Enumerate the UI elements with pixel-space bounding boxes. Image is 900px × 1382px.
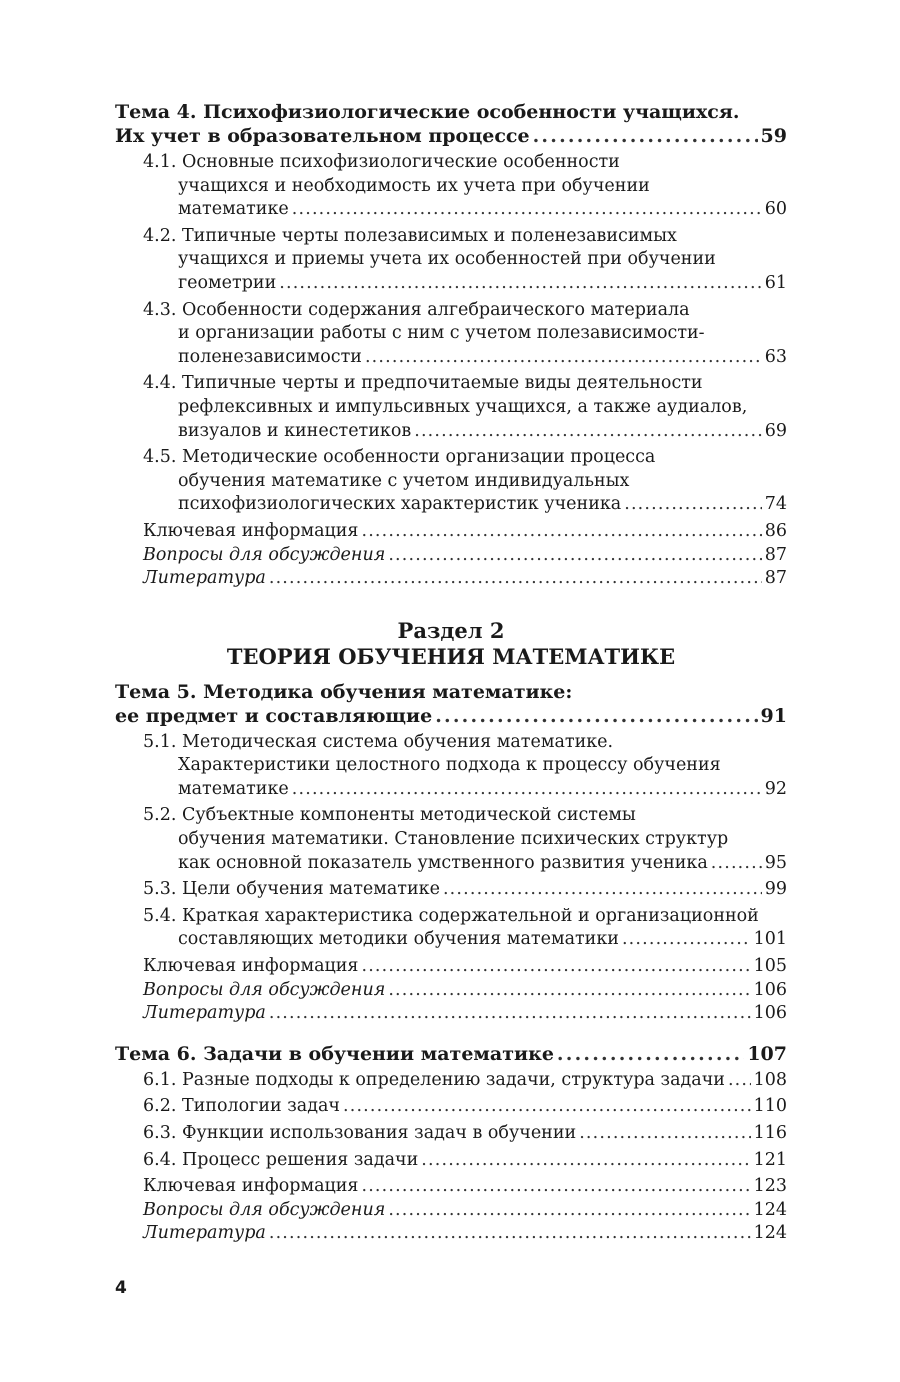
toc-entry [115, 878, 787, 902]
section-number: Раздел 2 [397, 617, 505, 643]
dot-leader [421, 1149, 750, 1173]
page-ref: 92 [764, 778, 787, 799]
topic-title-line: Тема 4. Психофизиологические особенности учащихся. [115, 101, 740, 123]
entry-text-line: математике . . . 92 [143, 778, 787, 802]
entry-text-line: как основной показатель умственного развития ученика . . . 95 [143, 852, 787, 876]
entry-text-line: визуалов и кинестетиков . . . 69 [143, 420, 787, 444]
entry-text-line: 5.2. Субъектные компоненты методической системы [143, 805, 636, 826]
topic-5 [115, 680, 787, 1026]
toc-entry [115, 731, 787, 802]
entry-text-line: рефлексивных и импульсивных учащихся, а также аудиалов, [178, 396, 748, 417]
toc-entry-key-info: Ключевая информация . . . 86 [143, 520, 787, 544]
entry-text-line: 5.3. Цели обучения математике . . . 99 [143, 878, 787, 902]
dot-leader [292, 778, 762, 802]
dot-leader [365, 346, 762, 370]
entry-text-line: 6.1. Разные подходы к определению задачи, структура задачи . . . 108 [143, 1069, 787, 1093]
topic-title-line: Тема 6. Задачи в обучении математике [115, 1042, 554, 1065]
entry-text-line: математике . . . 60 [143, 198, 787, 222]
toc-entry [115, 1122, 787, 1146]
dot-leader [624, 493, 761, 517]
topic-title-line: Их учет в образовательном процессе [115, 125, 530, 147]
toc-entry [115, 299, 787, 370]
entry-text-line: обучения математике с учетом индивидуальных [178, 470, 630, 491]
entry-number: 4.4. [143, 373, 177, 394]
toc-entry-questions: Вопросы для обсуждения . . . 87 [143, 544, 787, 568]
entry-text-line: 4.5. Методические особенности организации процесса [143, 447, 656, 468]
page-ref: 110 [753, 1096, 787, 1117]
page-ref: 60 [764, 199, 787, 220]
toc-entry [115, 372, 787, 443]
entry-number: 5.3. [143, 879, 177, 900]
dot-leader [557, 1042, 744, 1066]
page-ref: 101 [753, 929, 787, 950]
entry-text-line: 5.1. Методическая система обучения математике. [143, 731, 614, 752]
toc-entry [115, 905, 787, 952]
entry-number: 4.3. [143, 299, 177, 320]
page-ref: 63 [764, 346, 787, 367]
dot-leader [414, 420, 762, 444]
entry-text-line: составляющих методики обучения математики . . . 101 [143, 928, 787, 952]
toc-entry [115, 804, 787, 875]
topic-6 [115, 1042, 787, 1246]
toc-entry-key-info: Ключевая информация . . . 105 [143, 955, 787, 979]
entry-number: 4.2. [143, 225, 177, 246]
toc-entry-literature: Литература . . . 87 [143, 567, 787, 591]
page-ref: 108 [753, 1069, 787, 1090]
page-ref: 74 [764, 494, 787, 515]
dot-leader [343, 1095, 751, 1119]
dot-leader [533, 124, 758, 148]
entry-number: 5.4. [143, 905, 177, 926]
entry-number: 4.5. [143, 447, 177, 468]
entry-number: 6.4. [143, 1149, 177, 1170]
page-ref: 61 [764, 272, 787, 293]
page-ref: 69 [764, 420, 787, 441]
entry-text-line: учащихся и приемы учета их особенностей при обучении [178, 249, 716, 270]
dot-leader [711, 852, 762, 876]
toc-entry-literature: Литература . . . 124 [143, 1222, 787, 1246]
toc-entry [115, 1149, 787, 1173]
section-heading [115, 618, 787, 670]
section-title: ТЕОРИЯ ОБУЧЕНИЯ МАТЕМАТИКЕ [226, 643, 676, 669]
topic-title-line: Тема 5. Методика обучения математике: [115, 680, 573, 703]
dot-leader [292, 198, 762, 222]
entry-number: 6.3. [143, 1123, 177, 1143]
toc-entry-key-info: Ключевая информация . . . 123 [143, 1175, 787, 1199]
entry-text-line: 6.4. Процесс решения задачи . . . 121 [143, 1149, 787, 1173]
entry-number: 6.2. [143, 1096, 177, 1117]
toc-entry [115, 1095, 787, 1119]
page-ref: 95 [764, 852, 787, 873]
entry-text-line: обучения математики. Становление психических структур [178, 829, 729, 850]
page-ref: 59 [760, 125, 787, 147]
toc-entry [115, 1069, 787, 1093]
entry-text-line: 5.4. Краткая характеристика содержательной и организационной [143, 905, 759, 926]
page-ref: 116 [753, 1123, 787, 1143]
entry-text-line: 4.3. Особенности содержания алгебраического материала [143, 299, 690, 320]
page-ref: 91 [760, 704, 787, 727]
topic-title-line: ее предмет и составляющие [115, 704, 433, 727]
dot-leader [435, 704, 757, 728]
entry-text-line: психофизиологических характеристик ученика . . . 74 [143, 493, 787, 517]
toc-entry [115, 151, 787, 222]
entry-text-line: 4.4. Типичные черты и предпочитаемые виды деятельности [143, 373, 703, 394]
page-ref: 99 [764, 879, 787, 900]
dot-leader [728, 1069, 751, 1093]
page-ref: 121 [753, 1149, 787, 1170]
entry-text-line: 6.3. Функции использования задач в обучении . . . 116 [143, 1122, 787, 1146]
entry-number: 5.2. [143, 805, 177, 826]
dot-leader [279, 272, 761, 296]
entry-text-line: 4.1. Основные психофизиологические особенности [143, 152, 620, 172]
entry-text-line: геометрии . . . 61 [143, 272, 787, 296]
entry-text-line: 4.2. Типичные черты полезависимых и поленезависимых [143, 225, 677, 246]
toc-entry [115, 225, 787, 296]
entry-text-line: учащихся и необходимость их учета при обучении [178, 175, 650, 196]
entry-text-line: 6.2. Типологии задач . . . 110 [143, 1095, 787, 1119]
toc-entry [115, 446, 787, 517]
entry-text-line: Характеристики целостного подхода к процессу обучения [178, 755, 721, 776]
entry-number: 5.1. [143, 731, 177, 752]
dot-leader [622, 928, 751, 952]
entry-text-line: поленезависимости . . . 63 [143, 346, 787, 370]
toc-entry-questions: Вопросы для обсуждения . . . 106 [143, 979, 787, 1003]
entry-number: 6.1. [143, 1069, 177, 1090]
entry-number: 4.1. [143, 152, 177, 172]
dot-leader [443, 878, 762, 902]
page-number: 4 [115, 1278, 127, 1298]
entry-text-line: и организации работы с ним с учетом полезависимости- [178, 323, 705, 344]
page-ref: 107 [747, 1042, 787, 1065]
dot-leader [579, 1122, 750, 1146]
toc-entry-literature: Литература . . . 106 [143, 1002, 787, 1026]
topic-4 [115, 100, 787, 591]
toc-entry-questions: Вопросы для обсуждения . . . 124 [143, 1199, 787, 1223]
table-of-contents [115, 100, 787, 1249]
